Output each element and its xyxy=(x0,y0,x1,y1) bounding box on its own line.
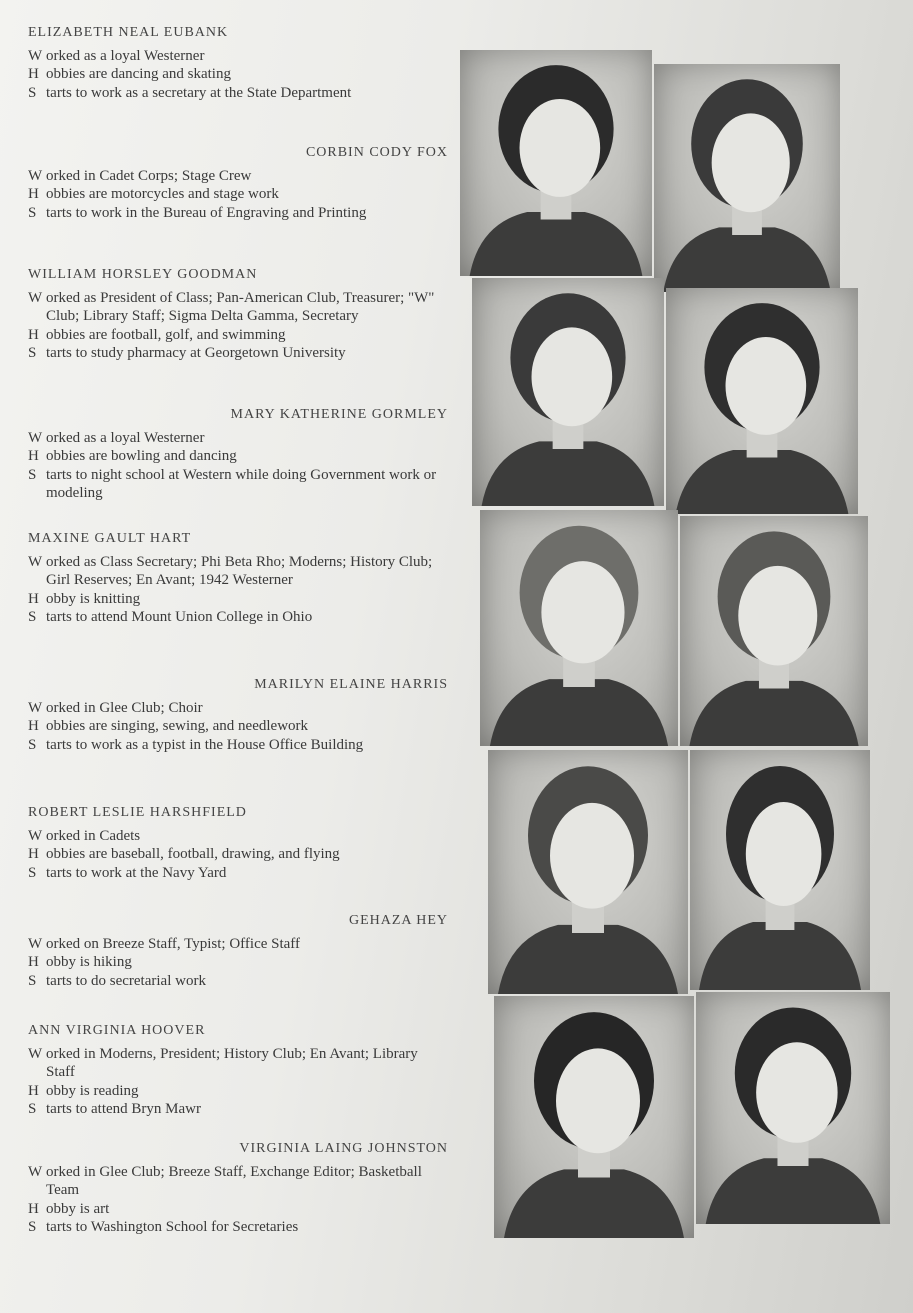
worked-line xyxy=(28,699,448,718)
starts-line xyxy=(28,84,448,103)
worked-line xyxy=(28,553,448,590)
drop-initial: W xyxy=(28,1163,43,1180)
starts-line xyxy=(28,972,448,991)
drop-initial: S xyxy=(28,466,37,483)
starts-line xyxy=(28,466,448,503)
portrait-johnston xyxy=(696,992,890,1224)
senior-entry xyxy=(28,912,448,990)
worked-line-text: orked in Moderns, President; History Club; En Avant; Library Staff xyxy=(46,1045,418,1080)
starts-line-text: tarts to work as a typist in the House Office Building xyxy=(46,736,364,753)
worked-line-text: orked in Cadet Corps; Stage Crew xyxy=(46,167,252,184)
drop-initial: W xyxy=(28,1045,43,1062)
senior-entry xyxy=(28,266,448,363)
drop-initial: H xyxy=(28,590,39,607)
senior-name: MAXINE GAULT HART xyxy=(28,531,192,546)
drop-initial: S xyxy=(28,1219,37,1235)
drop-initial: S xyxy=(28,1101,37,1117)
portrait-eubank xyxy=(460,50,652,276)
portrait-goodman xyxy=(472,278,664,506)
drop-initial: H xyxy=(28,186,39,202)
starts-line xyxy=(28,736,448,755)
worked-line-text: orked in Glee Club; Breeze Staff, Exchange Editor; Basketball Team xyxy=(46,1163,422,1198)
worked-line xyxy=(28,1163,448,1200)
hobbies-line-text: obby is art xyxy=(46,1200,110,1217)
worked-line-text: orked on Breeze Staff, Typist; Office Staff xyxy=(46,935,301,952)
starts-line xyxy=(28,1218,448,1237)
senior-photos xyxy=(458,50,898,1250)
starts-line-text: tarts to work as a secretary at the State Department xyxy=(46,84,352,101)
drop-initial: H xyxy=(28,448,39,464)
drop-initial: W xyxy=(28,935,43,952)
senior-entry xyxy=(28,676,448,754)
hobbies-line xyxy=(28,65,448,84)
drop-initial: H xyxy=(28,66,39,82)
portrait-hart xyxy=(480,510,678,746)
drop-initial: H xyxy=(28,1082,39,1099)
starts-line-text: tarts to work at the Navy Yard xyxy=(46,864,227,881)
drop-initial: W xyxy=(28,47,43,64)
starts-line xyxy=(28,1100,448,1119)
portrait-silhouette xyxy=(472,278,664,506)
worked-line-text: orked as a loyal Westerner xyxy=(46,47,205,64)
hobbies-line-text: obbies are bowling and dancing xyxy=(46,448,237,464)
drop-initial: S xyxy=(28,972,37,989)
drop-initial: W xyxy=(28,167,43,184)
worked-line xyxy=(28,47,448,66)
drop-initial: S xyxy=(28,864,37,881)
starts-line xyxy=(28,608,448,627)
worked-line-text: orked as a loyal Westerner xyxy=(46,429,205,446)
portrait-silhouette xyxy=(480,510,678,746)
drop-initial: H xyxy=(28,954,39,970)
drop-initial: S xyxy=(28,84,37,101)
starts-line xyxy=(28,344,448,363)
senior-name: WILLIAM HORSLEY GOODMAN xyxy=(28,267,258,282)
starts-line-text: tarts to night school at Western while doing Government work or modeling xyxy=(46,466,437,501)
hobbies-line-text: obbies are dancing and skating xyxy=(46,66,231,82)
starts-line xyxy=(28,864,448,883)
worked-line xyxy=(28,827,448,846)
portrait-silhouette xyxy=(696,992,890,1224)
portrait-silhouette xyxy=(680,516,868,746)
portrait-silhouette xyxy=(494,996,694,1238)
starts-line-text: tarts to Washington School for Secretaries xyxy=(46,1219,299,1235)
drop-initial: W xyxy=(28,553,43,570)
starts-line-text: tarts to attend Bryn Mawr xyxy=(46,1101,201,1117)
worked-line xyxy=(28,289,448,326)
senior-entry xyxy=(28,1022,448,1119)
senior-entry xyxy=(28,1140,448,1237)
hobbies-line xyxy=(28,717,448,736)
senior-name: CORBIN CODY FOX xyxy=(305,145,448,160)
senior-entry xyxy=(28,144,448,222)
senior-name: MARY KATHERINE GORMLEY xyxy=(230,407,448,422)
senior-entry xyxy=(28,530,448,627)
drop-initial: H xyxy=(28,326,39,343)
hobbies-line-text: obby is knitting xyxy=(46,590,141,607)
portrait-hoover xyxy=(494,996,694,1238)
hobbies-line-text: obbies are baseball, football, drawing, and flying xyxy=(46,846,340,862)
drop-initial: W xyxy=(28,289,43,306)
senior-name: ELIZABETH NEAL EUBANK xyxy=(28,25,229,40)
worked-line-text: orked in Cadets xyxy=(46,827,141,844)
worked-line xyxy=(28,935,448,954)
portrait-silhouette xyxy=(488,750,688,994)
portrait-harshfield xyxy=(488,750,688,994)
starts-line-text: tarts to do secretarial work xyxy=(46,972,206,989)
hobbies-line-text: obbies are motorcycles and stage work xyxy=(46,186,279,202)
senior-entry xyxy=(28,24,448,102)
hobbies-line xyxy=(28,1082,448,1101)
worked-line xyxy=(28,1045,448,1082)
portrait-gormley xyxy=(666,288,858,514)
starts-line-text: tarts to work in the Bureau of Engraving and Printing xyxy=(46,204,367,221)
hobbies-line xyxy=(28,1200,448,1219)
hobbies-line xyxy=(28,590,448,609)
hobbies-line xyxy=(28,185,448,204)
drop-initial: W xyxy=(28,827,43,844)
worked-line-text: orked as President of Class; Pan-American Club, Treasurer; "W" Club; Library Staff; Sigma Delta Gamma, Secretary xyxy=(46,289,435,324)
hobbies-line-text: obby is reading xyxy=(46,1082,139,1099)
hobbies-line xyxy=(28,326,448,345)
senior-name: MARILYN ELAINE HARRIS xyxy=(254,677,448,692)
hobbies-line xyxy=(28,953,448,972)
drop-initial: H xyxy=(28,1200,39,1217)
drop-initial: W xyxy=(28,429,43,446)
portrait-hey xyxy=(690,750,870,990)
starts-line xyxy=(28,204,448,223)
senior-name: GEHAZA HEY xyxy=(348,913,448,928)
senior-entry xyxy=(28,406,448,503)
portrait-silhouette xyxy=(460,50,652,276)
senior-name: ANN VIRGINIA HOOVER xyxy=(28,1023,206,1038)
worked-line xyxy=(28,429,448,448)
portrait-silhouette xyxy=(654,64,840,292)
drop-initial: W xyxy=(28,699,43,716)
drop-initial: H xyxy=(28,718,39,734)
drop-initial: S xyxy=(28,345,37,361)
portrait-silhouette xyxy=(690,750,870,990)
worked-line xyxy=(28,167,448,186)
hobbies-line-text: obby is hiking xyxy=(46,954,132,970)
hobbies-line-text: obbies are singing, sewing, and needlework xyxy=(46,718,309,734)
senior-name: ROBERT LESLIE HARSHFIELD xyxy=(28,805,247,820)
senior-name: VIRGINIA LAING JOHNSTON xyxy=(239,1141,448,1156)
portrait-harris xyxy=(680,516,868,746)
starts-line-text: tarts to study pharmacy at Georgetown University xyxy=(46,345,346,361)
worked-line-text: orked as Class Secretary; Phi Beta Rho; Moderns; History Club; Girl Reserves; En Avant; 1942 Westerner xyxy=(46,553,433,588)
drop-initial: H xyxy=(28,846,39,862)
starts-line-text: tarts to attend Mount Union College in Ohio xyxy=(46,609,313,625)
drop-initial: S xyxy=(28,736,37,753)
portrait-silhouette xyxy=(666,288,858,514)
drop-initial: S xyxy=(28,204,37,221)
hobbies-line-text: obbies are football, golf, and swimming xyxy=(46,326,286,343)
senior-entry xyxy=(28,804,448,882)
worked-line-text: orked in Glee Club; Choir xyxy=(46,699,203,716)
hobbies-line xyxy=(28,447,448,466)
hobbies-line xyxy=(28,845,448,864)
portrait-fox xyxy=(654,64,840,292)
drop-initial: S xyxy=(28,609,37,625)
